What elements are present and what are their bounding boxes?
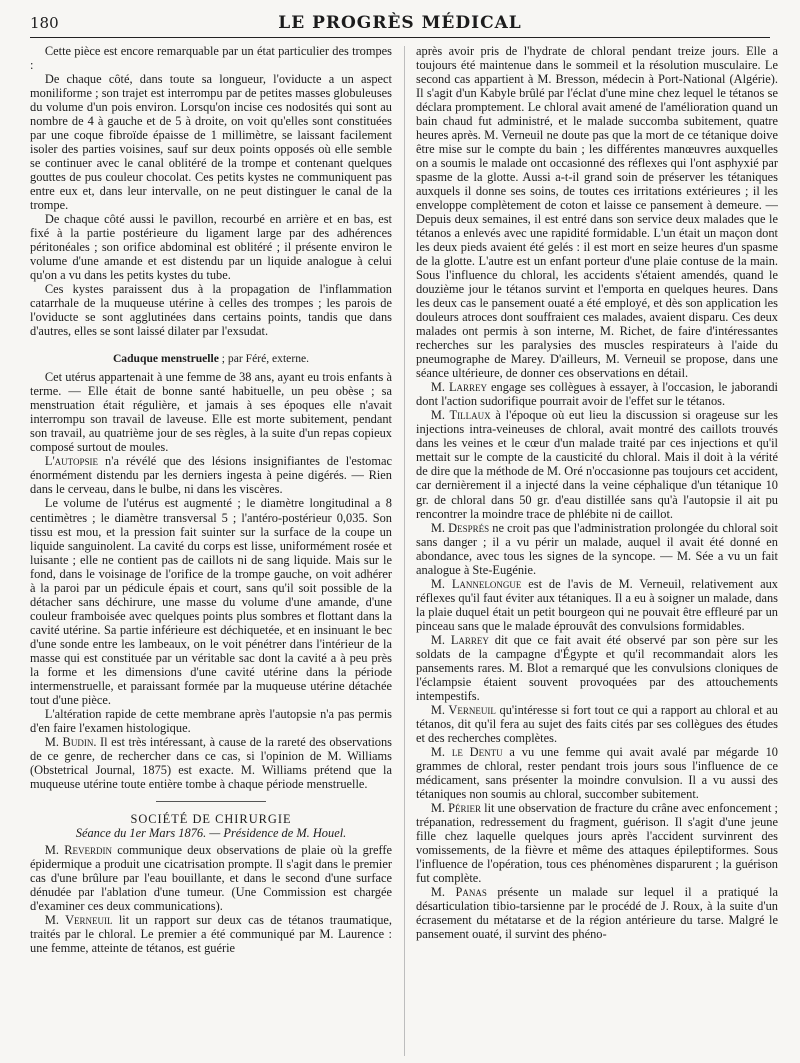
paragraph-text: à l'époque où eut lieu la discussion si orageuse sur les injections intra-veineuses de chloral, avait montré des caillots trouvés dans les veines et le cœur d'un malade traité par ces injections et qu'il mettait sur le compte de la causticité du chloral. Mais il doit à la vérité de dire que la méthode de M. Oré n'occasionne pas toujours cet accident, car dernièrement il a injecté dans la veine céphalique d'un tétanique 10 gr. de chloral dans 50 gr. d'eau distillée sans qu'à l'autopsie il ait pu rencontrer la moindre trace de phlébite ni de caillot. xyxy=(416,408,778,521)
column-divider xyxy=(404,46,405,1056)
paragraph-text: est de l'avis de M. Verneuil, relativement aux réflexes qu'il faut éviter aux tétaniques. Il a eu à soigner un malade, dans la plaie duquel était un petit bourgeon qui ne pouvait être effleuré par un pinceau sans que le malade éprouvât des convulsions formidables. xyxy=(416,576,778,633)
paragraph xyxy=(416,885,778,941)
paragraph xyxy=(416,633,778,703)
article-subheading xyxy=(30,352,392,366)
speaker-name: M. Lannelongue xyxy=(430,576,522,591)
paragraph-text: a vu une femme qui avait avalé par mégarde 10 grammes de chloral, rester pendant trois jours sous l'influence de ce médicament, sans présenter la moindre convulsion. Il a vu aussi des tétaniques non soumis au chloral, succomber subitement. xyxy=(416,744,778,801)
paragraph xyxy=(416,703,778,745)
paragraph: Cet utérus appartenait à une femme de 38 ans, ayant eu trois enfants à terme. — Elle était de bonne santé habituelle, un peu obèse ; sa menstruation était régulière, et jamais à ses époques elle n'avait interrompu son travail de laveuse. Elle est morte subitement, pendant son travail, au quatrième jour de ses règles, à la suite d'un repas copieux composé surtout de moules. xyxy=(30,370,392,455)
paragraph: De chaque côté, dans toute sa longueur, l'oviducte a un aspect moniliforme ; son trajet est interrompu par de petites masses globuleuses du volume d'un pois environ. Lorsqu'on incise ces nodosités qui sont au nombre de 4 à gauche et de 5 à droite, on voit qu'elles sont constituées par une coque fibroïde épaisse de 1 millimètre, se laissant facilement isoler des parties voisines, sauf sur deux points opposés où elle semble se continuer avec le canal oblitéré de la trompe et contenant quelques gouttes de pus couleur chocolat. Ces petits kystes ne communiquent pas entre eux et, dans leur intervalle, on ne peut distinguer le canal de la trompe. xyxy=(30,72,392,213)
speaker-name: M. Reverdin xyxy=(44,842,113,857)
paragraph xyxy=(30,735,392,791)
paragraph-text: dit que ce fait avait été observé par son père sur les soldats de la campagne d'Égypte et qu'il recommandait alors les pansements rares. M. Blot a remarqué que les convulsions cloniques de l'éclampsie étaient souvent provoquées par des attouchements intempestifs. xyxy=(416,632,778,703)
article-title: Caduque menstruelle xyxy=(112,352,219,366)
paragraph xyxy=(416,408,778,520)
paragraph-text: ne croit pas que l'administration prolongée du chloral soit sans danger ; il a vu périr un malade, auquel il avait été donné en abondance, avec tous les signes de la syncope. — M. Sée a vu un fait analogue à Ste-Eugénie. xyxy=(416,520,778,577)
speaker-name: M. Panas xyxy=(430,884,487,899)
speaker-name: M. Tillaux xyxy=(430,408,491,423)
section-title: SOCIÉTÉ DE CHIRURGIE xyxy=(130,811,292,826)
paragraph xyxy=(416,577,778,633)
paragraph xyxy=(416,380,778,408)
paragraph: Cette pièce est encore remarquable par un état particulier des trompes : xyxy=(30,44,392,73)
paragraph xyxy=(30,454,392,496)
paragraph: après avoir pris de l'hydrate de chloral pendant treize jours. Elle a toujours été maintenue dans le sommeil et la résolution musculaire. Le second cas appartient à M. Bresson, médecin à Port-National (Algérie). Il s'agit d'un Kabyle brûlé par l'éclat d'une mine chez lequel le tétanos se déclara promptement. Le chloral avait amené de l'amélioration quand un bain chaud fut administré, et le malade succomba subitement, quatre heures après. M. Verneuil ne doute pas que la mort de ce tétanique doive être mise sur le compte du bain ; les différentes manœuvres auxquelles on a soumis le malade ont occasionné des réflexes qui l'ont asphyxié par spasme de la glotte. Aussi a-t-il grand soin de préserver les tétaniques auxquels il donne ses soins, de toutes ces irritations extérieures ; il les enveloppe complètement de coton et laisse ce pansement à demeure. — Depuis deux semaines, il est entré dans son service deux malades que le tétanos a enlevés avec une rapidité formidable. L'un était un maçon dont les deux pieds avaient été gelés : il est mort en seize heures d'un spasme de la glotte. L'autre est un enfant porteur d'une plaie contuse de la main. Sous l'influence du chloral, les accidents s'étaient amendés, quand le douzième jour le tétanos survint et l'emporta en quelques heures. Dans les deux cas le pansement ouaté a été employé, et dès son application les douleurs atroces dont souffraient ces malades, avaient disparu. Ces deux malades ont permis à son interne, M. Richet, de faire d'intéressantes recherches sur les paralysies des muscles respirateurs à l'aide du pneumographe de Marey. D'ailleurs, M. Verneuil se propose, dans une séance ultérieure, de donner ces observations en détail. xyxy=(416,44,778,381)
speaker-name: M. Verneuil xyxy=(430,702,496,717)
speaker-name: M. Verneuil xyxy=(44,912,113,927)
speaker-name: M. Després xyxy=(430,520,490,535)
speaker-name: M. Périer xyxy=(430,800,482,815)
speaker-name: M. le Dentu xyxy=(430,744,503,759)
paragraph: Le volume de l'utérus est augmenté ; le diamètre longitudinal a 8 centimètres ; le diamètre transversal 5 ; l'antéro-postérieur 0,035. Son tissu est mou, et la pression fait suinter sur la surface de la coupe un liquide sanguinolent. La cavité du corps est lisse, uniformément rosée et luisante ; elle ne contient pas de caillots ni de sang liquide. Mais sur le fond, dans le voisinage de l'orifice de la trompe gauche, on voit adhérer à la paroi par un pédicule épais et court, sans qu'il soit possible de la détacher sans déchirure, une masse du volume d'une amande, d'une couleur framboisée avec quelques points plus sombres et flottant dans la cavité utérine. Sa partie inférieure est déchiquetée, et en insinuant le bec d'une sonde entre les lambeaux, on le voit pénétrer dans l'intérieur de la masse qui est constituée par un véritable sac dont la cavité a à peu près la forme et les dimensions d'une cavité utérine dans la période intermenstruelle, et paraissant formée par la muqueuse utérine détachée tout d'une pièce. xyxy=(30,496,392,707)
paragraph xyxy=(416,521,778,577)
left-column xyxy=(30,44,392,1059)
section-rule xyxy=(156,801,266,802)
speaker-name: M. Larrey xyxy=(430,380,488,395)
paragraph-text: engage ses collègues à essayer, à l'occasion, le jaborandi dont l'action sudorifique pourrait avoir de l'effet sur le tétanos. xyxy=(416,380,778,409)
paragraph-text: qu'intéresse si fort tout ce qui a rapport au chloral et au tétanos, dit qu'il fera au sujet des faits cités par ses collègues des études et des recherches complètes. xyxy=(416,702,778,745)
session-line: Séance du 1er Mars 1876. — Présidence de M. Houel. xyxy=(75,825,347,840)
page-number: 180 xyxy=(30,14,59,32)
paragraph xyxy=(416,745,778,801)
paragraph: Ces kystes paraissent dus à la propagation de l'inflammation catarrhale de la muqueuse utérine à celles des trompes ; les parois de l'oviducte se sont agglutinées dans certains points, tandis que dans d'autres, elles se sont laissé dilater par l'exsudat. xyxy=(30,282,392,339)
speaker-name: M. Budin. xyxy=(44,734,97,749)
speaker-name: M. Larrey xyxy=(430,632,489,647)
paragraph xyxy=(416,801,778,885)
paragraph-text: Il est très intéressant, à cause de la rareté des observations de ce genre, de rechercher dans ce cas, si l'opinion de M. Williams (Obstetrical Journal, 1875) est exacte. M. Williams prétend que la muqueuse utérine toute entière tombe à chaque période menstruelle. xyxy=(30,734,392,791)
paragraph xyxy=(30,913,392,955)
right-column xyxy=(416,44,778,1059)
paragraph-text: présente un malade sur lequel il a pratiqué la désarticulation tibio-tarsienne par le procédé de J. Roux, à la suite d'un écrasement du métatarse et de la région antérieure du tarse. Malgré le pansement ouaté, il survint des phéno- xyxy=(416,884,778,941)
paragraph: De chaque côté aussi le pavillon, recourbé en arrière et en bas, est fixé à la partie postérieure du ligament large par des adhérences péritonéales ; son orifice abdominal est oblitéré ; il présente environ le volume d'une amande et est distendu par un liquide analogue à celui qu'on a vu dans les petits kystes du tube. xyxy=(30,212,392,283)
paragraph-text: n'a révélé que des lésions insignifiantes de l'estomac énormément distendu par les derniers ingesta à peine digérés. — Rien dans le cerveau, dans le bulbe, ni dans les viscères. xyxy=(30,454,392,497)
page-header xyxy=(30,12,770,38)
paragraph xyxy=(30,843,392,913)
journal-title: LE PROGRÈS MÉDICAL xyxy=(278,13,522,33)
paragraph-text: lit un rapport sur deux cas de tétanos traumatique, traités par le chloral. Le premier a été communiqué par M. Laurence : une femme, atteinte de tétanos, est guérie xyxy=(30,912,392,955)
paragraph-text: lit une observation de fracture du crâne avec enfoncement ; trépanation, redressement du fragment, guérison. Il s'agit d'une jeune fille chez laquelle quelques jours après l'accident survinrent des vomissements, de la fièvre et même des attaques épileptiformes. Sous l'influence de l'opération, tous ces phénomènes disparurent ; la guérison fut complète. xyxy=(416,800,778,885)
paragraph-text: communique deux observations de plaie où la greffe épidermique a produit une cicatrisation prompte. Il s'agit dans le premier cas d'une brûlure par l'eau bouillante, et dans le second d'une surface dénudée par l'ablation d'une tumeur. (Une Commission est chargée d'examiner ces deux communications). xyxy=(30,842,392,913)
article-author: ; par Féré, externe. xyxy=(218,352,310,366)
paragraph: L'altération rapide de cette membrane après l'autopsie n'a pas permis d'en faire l'examen histologique. xyxy=(30,706,392,735)
speaker-name: L'autopsie xyxy=(44,454,99,469)
